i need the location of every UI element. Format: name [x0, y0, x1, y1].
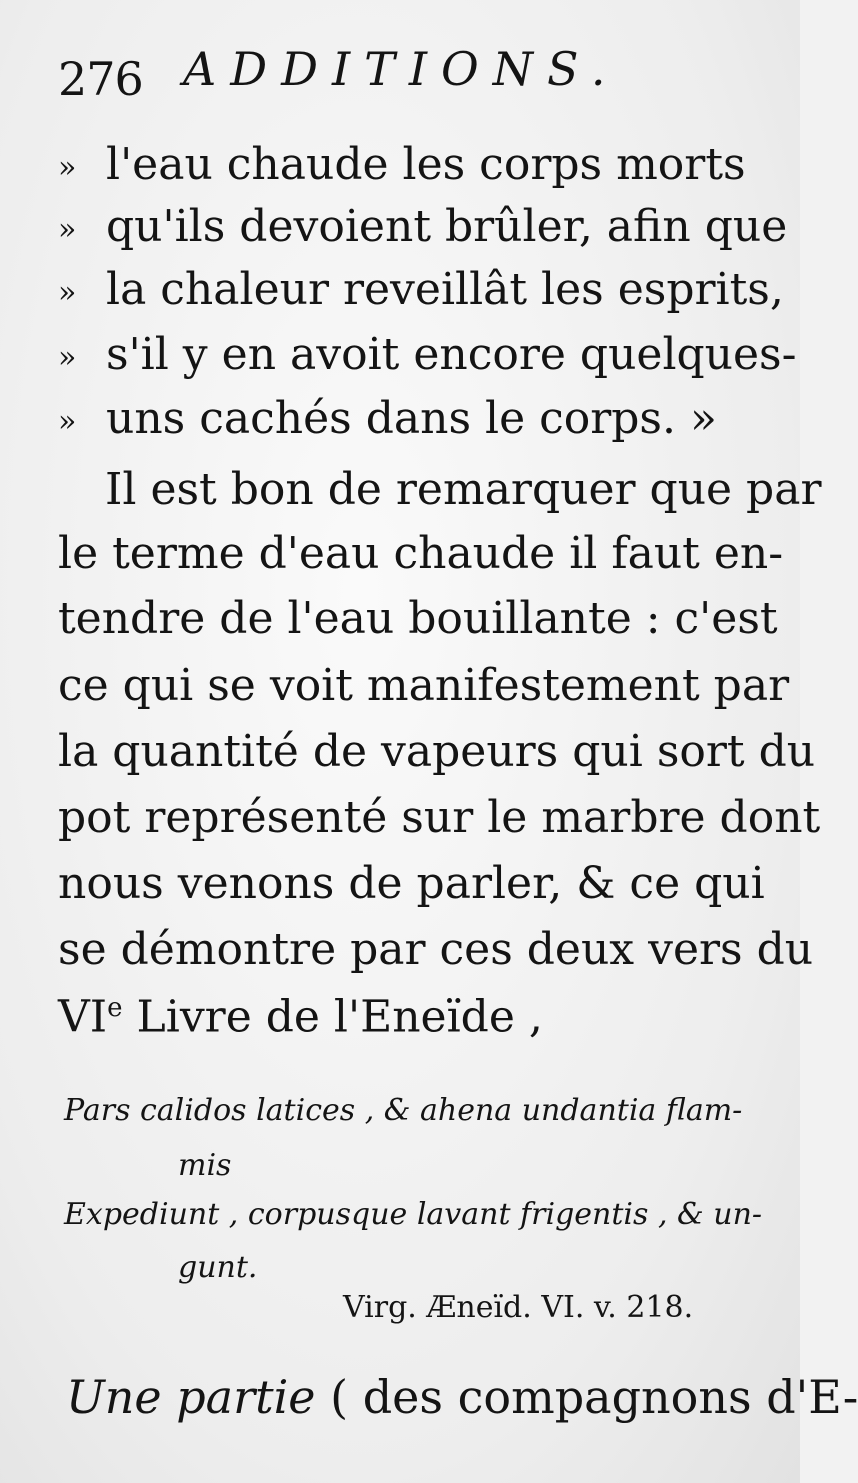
paragraph-line — [58, 991, 543, 1043]
page-number: 276 — [58, 52, 143, 106]
book-numeral: VI — [58, 991, 108, 1043]
final-line-italic: Une partie — [66, 1370, 316, 1424]
ordinal-superscript: e — [107, 993, 123, 1023]
running-head: ADDITIONS. — [183, 42, 620, 96]
paragraph-line: nous venons de parler, & ce qui — [58, 858, 765, 909]
paragraph-line: tendre de l'eau bouillante : c'est — [58, 593, 778, 644]
guillemet-marker: » — [58, 149, 77, 185]
quote-line — [58, 264, 784, 315]
paragraph-line: ce qui se voit manifestement par — [58, 660, 790, 711]
quote-text: l'eau chaude les corps morts — [106, 139, 746, 190]
quote-text: uns cachés dans le corps. » — [106, 393, 717, 444]
guillemet-marker: » — [58, 211, 77, 247]
guillemet-marker: » — [58, 403, 77, 439]
quote-line — [58, 139, 746, 190]
verse-line: Pars calidos latices , & ahena undantia flam- — [64, 1093, 743, 1128]
verse-line: gunt. — [178, 1250, 258, 1285]
quote-text: qu'ils devoient brûler, afin que — [106, 201, 788, 252]
paragraph-line: la quantité de vapeurs qui sort du — [58, 726, 816, 777]
verse-citation: Virg. Æneïd. VI. v. 218. — [343, 1290, 694, 1325]
quote-line — [58, 201, 788, 252]
quote-line — [58, 393, 717, 444]
quote-text: la chaleur reveillât les esprits, — [106, 264, 784, 315]
quote-text: s'il y en avoit encore quelques- — [106, 329, 797, 380]
paragraph-line-rest: Livre de l'Eneïde , — [122, 991, 543, 1043]
final-line — [66, 1370, 858, 1424]
paragraph-line: le terme d'eau chaude il faut en- — [58, 528, 784, 579]
paragraph-line: pot représenté sur le marbre dont — [58, 792, 821, 843]
final-line-roman: ( des compagnons d'E- — [315, 1370, 858, 1424]
paragraph-line: se démontre par ces deux vers du — [58, 924, 814, 975]
verse-line: Expediunt , corpusque lavant frigentis , & un- — [64, 1197, 763, 1232]
paragraph-line: Il est bon de remarquer que par — [105, 464, 822, 515]
verse-line: mis — [178, 1148, 232, 1183]
guillemet-marker: » — [58, 274, 77, 310]
quote-line — [58, 329, 797, 380]
guillemet-marker: » — [58, 339, 77, 375]
